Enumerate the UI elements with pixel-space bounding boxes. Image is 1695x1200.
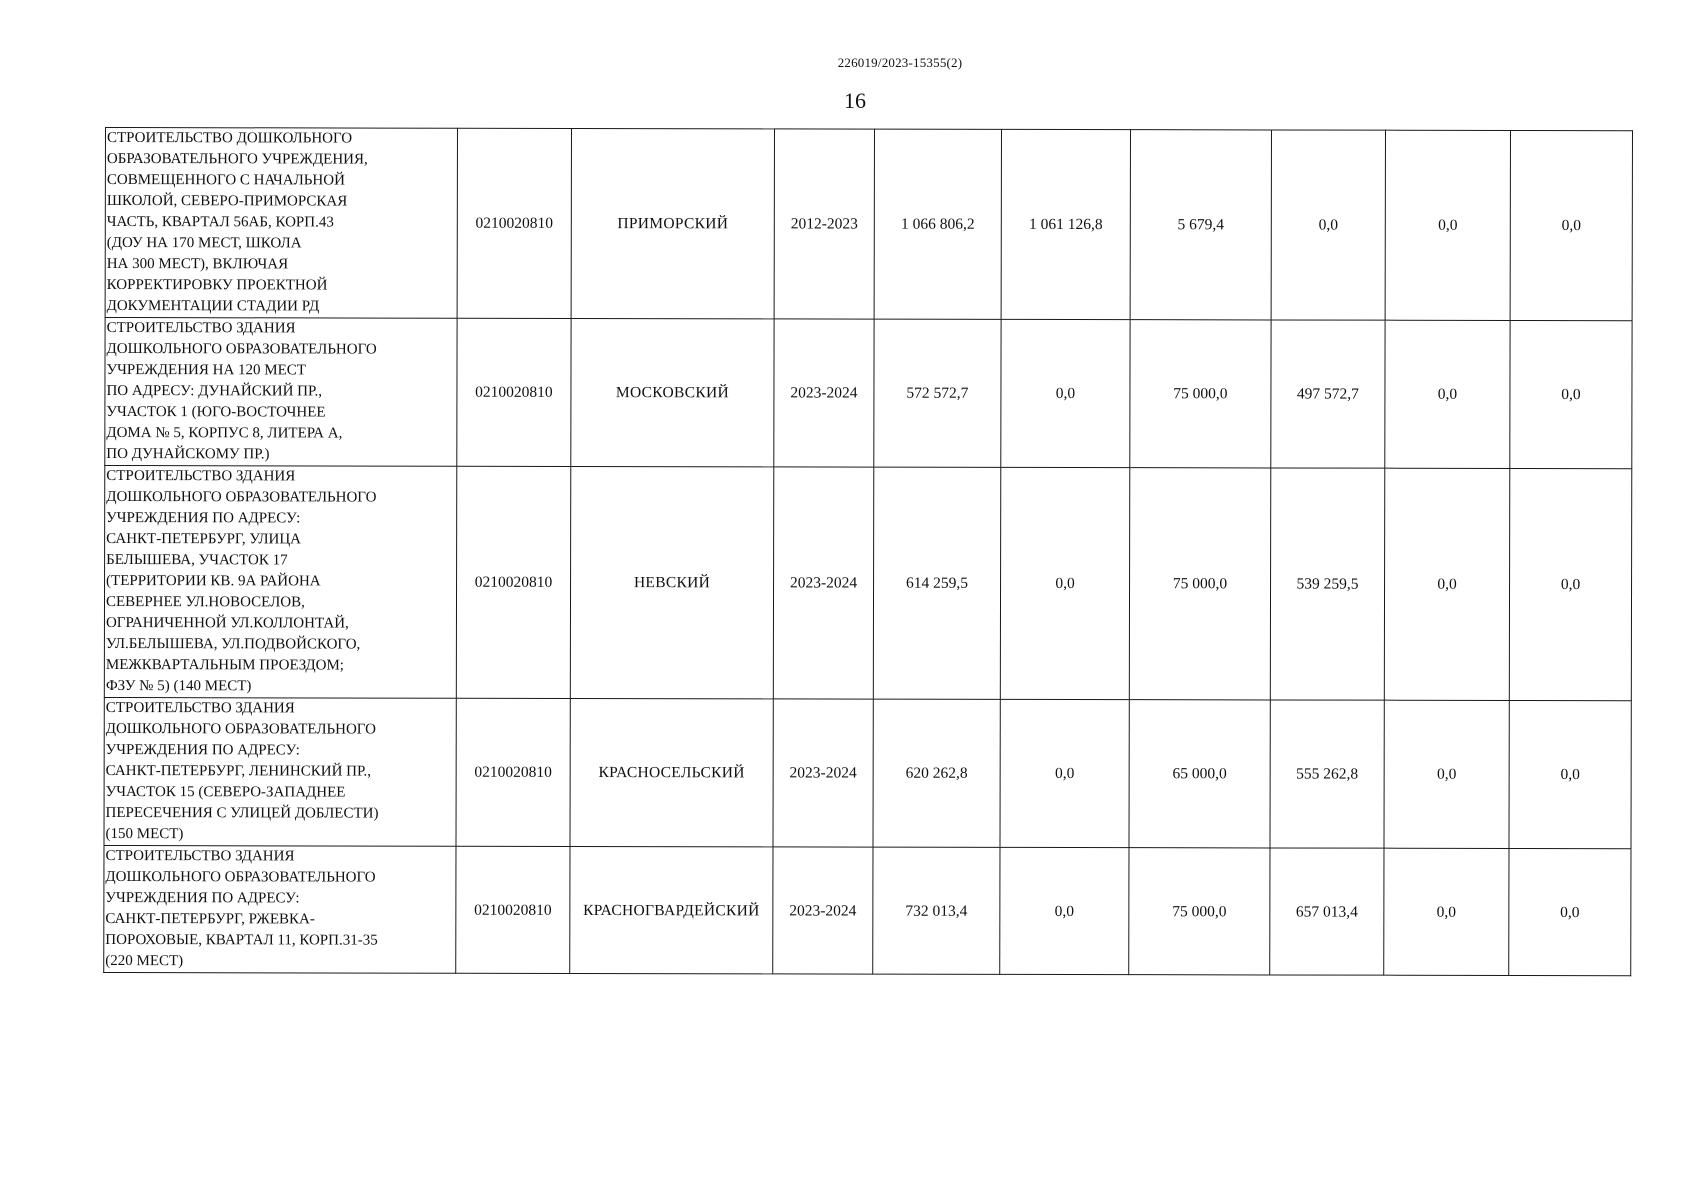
- project-name-cell: СТРОИТЕЛЬСТВО ЗДАНИЯ ДОШКОЛЬНОГО ОБРАЗОВАТЕЛЬНОГО УЧРЕЖДЕНИЯ ПО АДРЕСУ: САНКТ-ПЕТЕРБУРГ, УЛИЦА БЕЛЫШЕВА, УЧАСТОК 17 (ТЕРРИТОРИИ КВ. 9А РАЙОНА СЕВЕРНЕЕ УЛ.НОВОСЕЛОВ, ОГРАНИЧЕННОЙ УЛ.КОЛЛОНТАЙ, УЛ.БЕЛЫШЕВА, УЛ.ПОДВОЙСКОГО, МЕЖКВАРТАЛЬНЫМ ПРОЕЗДОМ; ФЗУ № 5) (140 МЕСТ): [104, 466, 456, 699]
- amount-cell: 497 572,7: [1271, 320, 1385, 468]
- table-row: [104, 845, 1631, 975]
- project-name-cell: СТРОИТЕЛЬСТВО ДОШКОЛЬНОГО ОБРАЗОВАТЕЛЬНОГО УЧРЕЖДЕНИЯ, СОВМЕЩЕННОГО С НАЧАЛЬНОЙ ШКОЛОЙ, СЕВЕРО-ПРИМОРСКАЯ ЧАСТЬ, КВАРТАЛ 56АБ, КОРП.43 (ДОУ НА 170 МЕСТ, ШКОЛА НА 300 МЕСТ), ВКЛЮЧАЯ КОРРЕКТИРОВКУ ПРОЕКТНОЙ ДОКУМЕНТАЦИИ СТАДИИ РД: [105, 128, 457, 319]
- amount-cell: 0,0: [1509, 468, 1631, 700]
- table-row: [104, 466, 1631, 701]
- amount-cell: 0,0: [1510, 130, 1632, 320]
- amount-cell: 65 000,0: [1129, 700, 1270, 848]
- district-cell: КРАСНОСЕЛЬСКИЙ: [570, 698, 773, 846]
- amount-cell: 0,0: [1271, 130, 1385, 320]
- amount-cell: 5 679,4: [1130, 130, 1271, 320]
- table-row: [104, 697, 1631, 848]
- amount-cell: 0,0: [1385, 130, 1510, 320]
- table-row: [105, 128, 1632, 321]
- district-cell: КРАСНОГВАРДЕЙСКИЙ: [570, 846, 773, 973]
- period-cell: 2023-2024: [773, 467, 873, 699]
- district-cell: ПРИМОРСКИЙ: [571, 128, 774, 318]
- amount-cell: 0,0: [1000, 847, 1129, 974]
- construction-budget-table: [103, 127, 1633, 976]
- amount-cell: 0,0: [1385, 320, 1510, 468]
- project-name-cell: СТРОИТЕЛЬСТВО ЗДАНИЯ ДОШКОЛЬНОГО ОБРАЗОВАТЕЛЬНОГО УЧРЕЖДЕНИЯ ПО АДРЕСУ: САНКТ-ПЕТЕРБУРГ, РЖЕВКА- ПОРОХОВЫЕ, КВАРТАЛ 11, КОРП.31-35 (220 МЕСТ): [104, 845, 456, 973]
- amount-cell: 1 061 126,8: [1001, 129, 1130, 319]
- amount-cell: 555 262,8: [1270, 700, 1384, 848]
- budget-code-cell: 0210020810: [456, 846, 570, 973]
- period-cell: 2023-2024: [773, 847, 873, 974]
- period-cell: 2023-2024: [773, 699, 873, 847]
- total-amount-cell: 1 066 806,2: [874, 129, 1001, 319]
- budget-code-cell: 0210020810: [456, 698, 570, 846]
- amount-cell: 539 259,5: [1270, 468, 1384, 700]
- budget-code-cell: 0210020810: [456, 466, 570, 698]
- total-amount-cell: 572 572,7: [874, 319, 1001, 467]
- project-name-cell: СТРОИТЕЛЬСТВО ЗДАНИЯ ДОШКОЛЬНОГО ОБРАЗОВАТЕЛЬНОГО УЧРЕЖДЕНИЯ НА 120 МЕСТ ПО АДРЕСУ: ДУНАЙСКИЙ ПР., УЧАСТОК 1 (ЮГО-ВОСТОЧНЕЕ ДОМА № 5, КОРПУС 8, ЛИТЕРА А, ПО ДУНАЙСКОМУ ПР.): [105, 318, 457, 467]
- amount-cell: 0,0: [1509, 848, 1631, 975]
- budget-code-cell: 0210020810: [457, 128, 571, 318]
- document-registration-number: 226019/2023-15355(2): [837, 55, 963, 70]
- total-amount-cell: 732 013,4: [873, 847, 1000, 974]
- amount-cell: 75 000,0: [1130, 320, 1271, 468]
- amount-cell: 0,0: [1001, 319, 1130, 467]
- amount-cell: 75 000,0: [1129, 848, 1270, 975]
- amount-cell: 0,0: [1000, 699, 1129, 847]
- project-name-cell: СТРОИТЕЛЬСТВО ЗДАНИЯ ДОШКОЛЬНОГО ОБРАЗОВАТЕЛЬНОГО УЧРЕЖДЕНИЯ ПО АДРЕСУ: САНКТ-ПЕТЕРБУРГ, ЛЕНИНСКИЙ ПР., УЧАСТОК 15 (СЕВЕРО-ЗАПАДНЕЕ ПЕРЕСЕЧЕНИЯ С УЛИЦЕЙ ДОБЛЕСТИ) (150 МЕСТ): [104, 697, 456, 846]
- amount-cell: 0,0: [1384, 848, 1509, 975]
- amount-cell: 0,0: [1510, 320, 1632, 468]
- period-cell: 2023-2024: [774, 319, 874, 467]
- amount-cell: 0,0: [1384, 468, 1509, 700]
- amount-cell: 0,0: [1509, 700, 1631, 848]
- page-number: 16: [844, 88, 866, 113]
- budget-code-cell: 0210020810: [457, 318, 571, 466]
- total-amount-cell: 620 262,8: [873, 699, 1000, 847]
- district-cell: НЕВСКИЙ: [570, 466, 773, 698]
- amount-cell: 657 013,4: [1270, 848, 1384, 975]
- amount-cell: 75 000,0: [1129, 468, 1270, 700]
- district-cell: МОСКОВСКИЙ: [571, 318, 774, 466]
- amount-cell: 0,0: [1000, 467, 1129, 699]
- period-cell: 2012-2023: [774, 129, 874, 319]
- table-row: [105, 318, 1632, 469]
- amount-cell: 0,0: [1384, 700, 1509, 848]
- total-amount-cell: 614 259,5: [873, 467, 1000, 699]
